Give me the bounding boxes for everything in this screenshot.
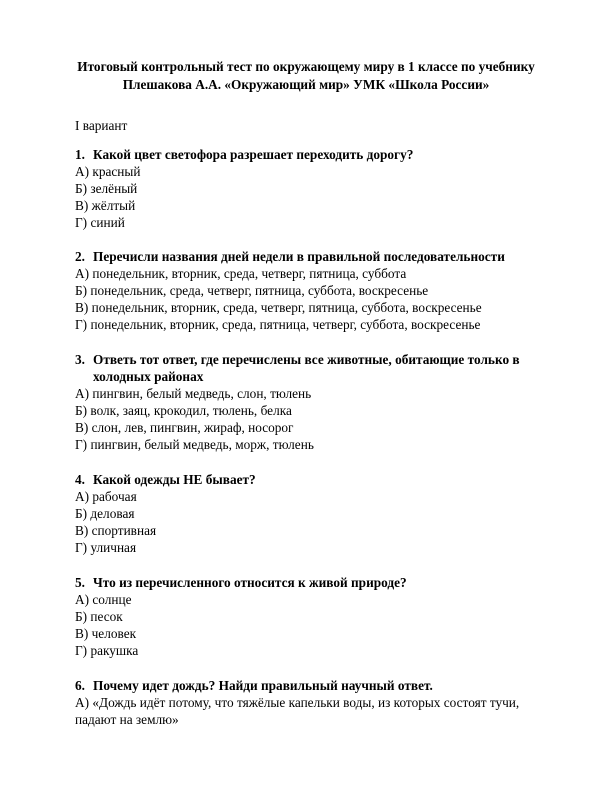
answer-option-d: Г) пингвин, белый медведь, морж, тюлень bbox=[75, 437, 314, 452]
answer-option-a: А) красный bbox=[75, 164, 141, 179]
title-line-2: Плешакова А.А. «Окружающий мир» УМК «Школа России» bbox=[122, 77, 490, 92]
question-1 bbox=[75, 146, 555, 231]
answer-option-a: А) понедельник, вторник, среда, четверг, пятница, суббота bbox=[75, 266, 407, 281]
question-title bbox=[75, 351, 555, 385]
question-4 bbox=[75, 471, 555, 556]
answer-option-a: А) «Дождь идёт потому, что тяжёлые капельки воды, из которых состоят тучи, падают на землю» bbox=[75, 695, 520, 727]
question-number: 1. bbox=[75, 147, 85, 162]
answer-option-c: В) понедельник, вторник, среда, четверг, пятница, суббота, воскресенье bbox=[75, 300, 482, 315]
question-6 bbox=[75, 677, 555, 728]
answer-option-c: В) человек bbox=[75, 626, 137, 641]
question-title bbox=[75, 146, 555, 163]
question-number: 5. bbox=[75, 575, 85, 590]
answer-option-d: Г) синий bbox=[75, 215, 125, 230]
answer-option-d: Г) уличная bbox=[75, 540, 137, 555]
answer-option-b: Б) волк, заяц, крокодил, тюлень, белка bbox=[75, 403, 292, 418]
answer-option-d: Г) понедельник, вторник, среда, пятница, четверг, суббота, воскресенье bbox=[75, 317, 481, 332]
answer-option-a: А) рабочая bbox=[75, 489, 137, 504]
question-title bbox=[75, 248, 555, 265]
question-title bbox=[75, 677, 555, 694]
question-text: Какой цвет светофора разрешает переходить дорогу? bbox=[93, 147, 414, 162]
answer-option-a: А) солнце bbox=[75, 592, 132, 607]
answer-option-c: В) жёлтый bbox=[75, 198, 136, 213]
question-title bbox=[75, 471, 555, 488]
question-text: Перечисли названия дней недели в правильной последовательности bbox=[93, 249, 505, 264]
answer-option-b: Б) зелёный bbox=[75, 181, 138, 196]
question-number: 2. bbox=[75, 249, 85, 264]
question-3 bbox=[75, 351, 555, 453]
document-title bbox=[60, 58, 552, 94]
question-title bbox=[75, 574, 555, 591]
answer-option-b: Б) деловая bbox=[75, 506, 135, 521]
question-number: 3. bbox=[75, 352, 85, 367]
question-text: Какой одежды НЕ бывает? bbox=[93, 472, 256, 487]
title-line-1: Итоговый контрольный тест по окружающему миру в 1 классе по учебнику bbox=[77, 59, 535, 74]
question-number: 4. bbox=[75, 472, 85, 487]
answer-option-b: Б) понедельник, среда, четверг, пятница, суббота, воскресенье bbox=[75, 283, 429, 298]
question-text: Ответь тот ответ, где перечислены все животные, обитающие только в холодных районах bbox=[93, 352, 520, 384]
answer-option-b: Б) песок bbox=[75, 609, 123, 624]
question-number: 6. bbox=[75, 678, 85, 693]
answer-option-a: А) пингвин, белый медведь, слон, тюлень bbox=[75, 386, 312, 401]
variant-label: I вариант bbox=[75, 118, 128, 133]
question-2 bbox=[75, 248, 555, 333]
question-5 bbox=[75, 574, 555, 659]
answer-option-d: Г) ракушка bbox=[75, 643, 139, 658]
question-text: Что из перечисленного относится к живой природе? bbox=[93, 575, 407, 590]
question-text: Почему идет дождь? Найди правильный научный ответ. bbox=[93, 678, 433, 693]
answer-option-c: В) спортивная bbox=[75, 523, 157, 538]
answer-option-c: В) слон, лев, пингвин, жираф, носорог bbox=[75, 420, 294, 435]
